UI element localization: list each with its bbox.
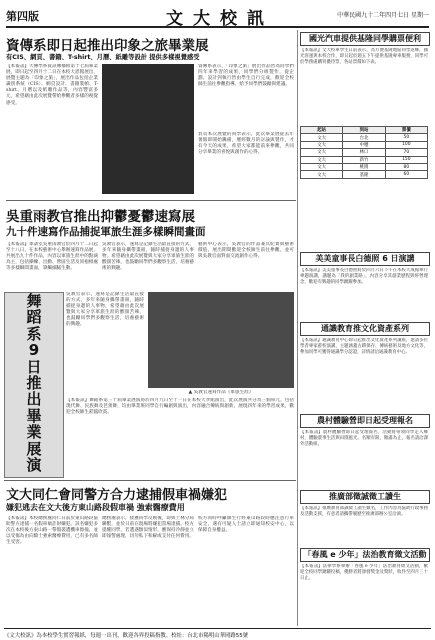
table-header-row: [301, 127, 428, 134]
dance-body: 【本報訊】舞蹈系第三十屆畢業展演將於四月九日至十一日在本校大孝館演出，此次展演共分為三個單元，包括現代舞、民族舞及芭蕾舞，均由畢業班同學自行編創與演出，內容融合傳統與創新，展現四年來的學習成果，歡迎全校師生蒞臨欣賞。: [66, 398, 294, 416]
col-header: 票價: [385, 127, 427, 134]
cell: 基隆: [343, 171, 385, 178]
side5-title: 推廣部徵誠徵工讀生: [300, 490, 430, 504]
art2-subhead: 九十件速寫作品捕捉軍旅生涯多樣瞬間畫面: [6, 226, 206, 238]
title-char: 展: [26, 439, 42, 458]
title-char: 舞: [26, 292, 42, 310]
art1-photo: [102, 64, 194, 194]
art3-body-a: 【本報訊】本校總務處同仁日前於東山路段協助警方逮捕一名假車禍詐財嫌犯。該名嫌犯多次在本校後方東山路一帶假裝遭機車擦撞，並以受傷為由向騎士強索醫療費用，已有多名師生受害。: [6, 516, 98, 546]
art3-subhead: 嫌犯逃去在文大後方東山路段假車禍 強索醫療費用: [6, 503, 185, 512]
side1-body: 【本報訊】文大校車學生日前表示，為方便基隆地區同學返鄉，國光客運與本校合作，即日起於週五下午提供基隆專車服務，同學可於學務處購買優待票，各站票價如下表。: [300, 48, 428, 65]
art2-body-b: 吳教官表示，速寫是記錄生活最直接的方式，多年來隨身攜帶畫冊，隨時捕捉身邊的人事物，希望藉由此次展覽與大家分享軍旅生涯的酸甜苦辣，也鼓勵同學們多觀察生活，培養藝術的興趣。: [102, 242, 194, 272]
title-char: 推: [26, 374, 42, 393]
cell: 林口: [343, 149, 385, 156]
table-row: [301, 134, 428, 141]
cell: 100: [385, 141, 427, 148]
cell: 桃園: [343, 163, 385, 170]
table-row: [301, 149, 428, 156]
cell: 150: [385, 156, 427, 163]
art2-body-d: 吳教官表示，速寫是記錄生活最直接的方式，多年來隨身攜帶畫冊，隨時捕捉身邊的人事物，希望藉由此次展覽與大家分享軍旅生涯的酸甜苦辣，也鼓勵同學們多觀察生活，培養藝術的興趣。: [66, 292, 144, 328]
col-header: 到站: [343, 127, 385, 134]
title-char: 系: [26, 324, 42, 343]
side6-body: 【本報訊】法律學系舉辦「春風 e 少年」法治教育徵文活動，歡迎全校同學踴躍投稿，優勝者將頒發獎金及獎狀，收件至四月三十日止。: [300, 564, 428, 581]
cell: 文大: [301, 156, 343, 163]
side4-title: 農村體驗營即日起受理報名: [300, 414, 430, 428]
cell: 新竹: [343, 156, 385, 163]
page-header: [6, 4, 429, 28]
title-char: 演: [26, 456, 42, 475]
issue-date: 中華民國九十二年四月七日 星期一: [337, 12, 429, 19]
art3-body-c: 校方同時呼籲師生行經東山路段時應注意行車安全，遇有可疑人士請立即通知校安中心，以保障自身權益。: [198, 516, 294, 534]
cell: 80: [385, 163, 427, 170]
side3-title: 通識教育推文化資產系列: [300, 322, 430, 336]
cell: 50: [385, 134, 427, 141]
dance-vertical-title: [4, 292, 64, 478]
title-char: 日: [26, 357, 42, 376]
cell: 文大: [301, 134, 343, 141]
masthead: 文大校訊: [166, 9, 274, 29]
title-char: 蹈: [26, 308, 42, 327]
table-row: [301, 156, 428, 163]
fare-table: [300, 126, 428, 179]
title-char: 出: [26, 390, 42, 409]
cell: 文大: [301, 149, 343, 156]
art1-body-c: 負責本次展覽的同學表示，此次畢業展從去年暑假即開始籌備，歷經數月的討論與製作，才有今天的成果，希望大家都能前來參觀，共同分享畢業的喜悅與創作的心得。: [198, 132, 294, 156]
side3-body: 【本報訊】通識教育中心即日起推出文化資產系列講座，邀請多位學者專家蒞校演講，主題涵蓋古蹟保存、傳統藝術及地方文化等，參加同學可獲得通識學分認證，詳情請洽通識教育中心。: [300, 338, 428, 355]
art1-body-a: 【本報訊】大傳學系資訊傳播組第十七屆畢業展，即日起至四月十二日在本校大恩館展出，展覽主題為「印象之旅」，展出作品包括企業識別系統（CIS）、網頁設計、書籍裝幀、T-shirt、月曆以及紙雕作品等，內容豐富多元，希望藉由此次展覽帶給參觀者多樣的視覺感受。: [6, 64, 98, 106]
side2-title: 美美童事長白德照 6 日演講: [300, 252, 430, 266]
col-header: 起站: [301, 127, 343, 134]
art3-headline: 文大同仁會同警方合力逮捕假車禍嫌犯: [6, 488, 228, 503]
side1-title: 國光汽車提供基隆同學購票便利: [300, 32, 430, 46]
table-row: [301, 163, 428, 170]
art2-photo: [148, 292, 294, 388]
cell: 文大: [301, 171, 343, 178]
art2-photo-caption: ▲ 吳教官速寫作品《軍旅生涯》: [188, 390, 254, 395]
title-char: 9: [28, 341, 40, 360]
side5-body: 【本報訊】推廣教育部誠徵工讀生數名，工作內容為協助行政事務及活動支援，有意者請攜帶履歷至推廣部辦公室洽詢。: [300, 506, 428, 517]
cell: 文大: [301, 141, 343, 148]
side6-title: 「春風 e 少年」法治教育徵文活動: [300, 548, 430, 562]
title-char: 畢: [26, 406, 42, 425]
divider: [4, 480, 296, 481]
art3-body-b: 總務處表示，接獲同學反映後，即與士林分局聯繫，並於日前在現場將嫌犯當場逮捕。校方提醒同學，若遭遇類似情形，應保持冷靜並立即報警處理，切勿私下和解或支付任何費用。: [102, 516, 194, 540]
art1-headline: 資傳系即日起推出印象之旅畢業展: [6, 38, 209, 54]
divider: [6, 200, 296, 201]
title-char: 業: [26, 423, 42, 442]
cell: 台北: [343, 134, 385, 141]
art2-body-a: 【本報訊】軍訓室吳重雨教官於四月十二日起至十八日，在本校藝術中心舉辦速寫作品展，共展出九十件作品，內容以軍旅生涯中的點滴為主，包括操練、出勤、營區生活及同袍相處等多樣瞬間畫面，筆觸細膩生動。: [6, 242, 98, 272]
edition-label: 第四版: [6, 10, 39, 23]
page-footer: 《文大校訊》為本校學生實習報紙，每週一出刊，歡迎各界投稿指教。校址：台北市陽明山華岡路55號: [4, 628, 431, 639]
cell: 文大: [301, 163, 343, 170]
side2-body: 【本報訊】美美童事長白德照將於四月六日下午在本校大成館舉行專題演講，講題為「我的創業路」，內容分享其創業歷程與經營理念，歡迎有興趣的同學踴躍參加。: [300, 268, 428, 285]
cell: 70: [385, 149, 427, 156]
art2-headline: 吳重雨教官推出抑鬱憂鬱速寫展: [6, 209, 195, 225]
cell: 60: [385, 171, 427, 178]
table-row: [301, 141, 428, 148]
column-divider: [297, 30, 298, 626]
side4-body: 【本報訊】農村體驗營即日起受理報名，活動將帶領同學走入鄉村，體驗農事生活與田園風光，名額有限，額滿為止，報名請洽課外活動組。: [300, 430, 428, 447]
art1-subhead: 有CIS、網頁、書籍、T-shirt、月曆、紙雕等設計 提供多樣視覺感受: [6, 54, 200, 61]
cell: 中壢: [343, 141, 385, 148]
table-row: [301, 171, 428, 178]
art1-body-b: 資傳系表示，「印象之旅」展出作品皆為同學們四年來學習的成果，同學們分組製作，從企劃、設計到執行皆由學生自行完成，歡迎全校師生前往參觀指導，給予同學們鼓勵與建議。: [198, 64, 294, 88]
art2-body-c: 藝術中心表示，吳教官的作品兼具紀實與藝術價值，展出期間歡迎全校師生前往參觀，並可與吳教官面對面交流創作心得。: [198, 242, 294, 260]
